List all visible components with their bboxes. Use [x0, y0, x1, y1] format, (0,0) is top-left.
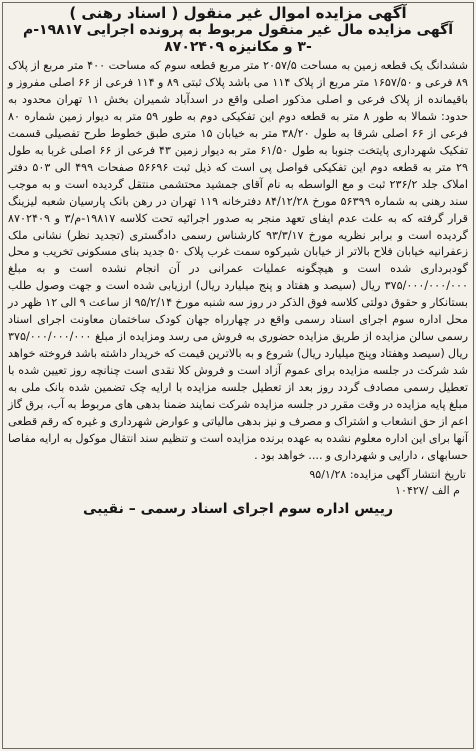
notice-case-number: -۳ و مکانیزه ۸۷۰۲۴۰۹	[164, 39, 312, 55]
notice-footer	[10, 467, 466, 518]
notice-body-paragraph: ششدانگ یک قطعه زمین به مساحت ۲۰۵۷/۵ متر مربع قطعه سوم که مساحت ۴۰۰ متر مربع از پلاک ۸۹ فرعی و ۱۶۵۷/۵۰ متر مربع از پلاک ۱۱۴ می باشد پلاک ثبتی ۸۹ و ۱۱۴ فرعی از ۶۶ اصلی مفروز و باقیمانده از پلاک فرعی و اصلی مذکور اصلی واقع در اسدآباد شمیران بخش ۱۱ تهران محدود به حدود: شمالا به طور ۸ متر به قطعه دوم این تفکیکی دوم به طور ۵۹ متر به دیوار زمین شماره ۸۰ فرعی از ۶۶ اصلی شرقا به طول ۳۸/۲۰ متر به خیابان ۱۵ متری طبق خطوط طرح تفصیلی قسمت تفکیک شهرداری پایتخت جنوبا به طول ۶۱/۵۰ متر به دیوار زمین ۴۳ فرعی از ۶۶ اصلی غربا به طول ۲۹ متر به قطعه دوم این تفکیکی فواصل پی است که ذیل ثبت ۵۶۶۹۶ صفحات ۴۹۹ الی ۵۰۳ دفتر املاک جلد ۲۳۶/۲ ثبت و مع الواسطه به نام آقای جمشید محتشمی منتقل گردیده است و به موجب سند رهنی به شماره ۵۶۳۹۹ مورخ ۸۴/۱۲/۲۸ دفترخانه ۱۱۹ تهران در رهن بانک پارسیان شعبه لیزینگ قرار گرفته که به علت عدم ایفای تعهد منجر به صدور اجرائیه تحت کلاسه ۱۹۸۱۷-م/۳ و ۸۷۰۲۴۰۹ گردیده است و برابر نظریه مورخ ۹۳/۳/۱۷ کارشناس رسمی دادگستری (تجدید نظر) نشانی ملک زعفرانیه خیابان فلاح بالاتر از خیابان شیرکوه سمت غرب پلاک ۵۰ جدید بنای مسکونی تخریب و محل گودبرداری شده است و هیچگونه عملیات عمرانی در آن انجام نشده است و به مبلغ ۳۷۵/۰۰۰/۰۰۰/۰۰۰ ریال (سیصد و هفتاد و پنج میلیارد ریال) ارزیابی شده است و جهت وصول طلب بستانکار و حقوق دولتی کلاسه فوق الذکر در روز سه شنبه مورخ ۹۵/۲/۱۴ از ساعت ۹ الی ۱۲ ظهر در محل اداره سوم اجرای اسناد رسمی واقع در چهارراه جهان کودک ساختمان معاونت اجرای اسناد رسمی سالن مزایده از طریق مزایده حضوری به فروش می رسد ومزایده از مبلغ ۳۷۵/۰۰۰/۰۰۰/۰۰۰ ریال (سیصد وهفتاد وپنج میلیارد ریال) شروع و به بالاترین قیمت که خریدار داشته باشد فروخته خواهد شد شرکت در جلسه مزایده برای عموم آزاد است و فروش کلا نقدی است چنانچه روز تعیین شده با تعطیل رسمی مصادف گردد روز بعد از تعطیل جلسه مزایده با ارایه چک تضمین شده بانک ملی به مبلغ پایه مزایده در وقت مقرر در جلسه مزایده شرکت نمایند ضمنا بدهی های مربوط به آب، برق گاز اعم از حق انشعاب و اشتراک و مصرف و نیز بدهی مالیاتی و عوارض شهرداری و غیره که رقم قطعی آنها برای این اداره معلوم نشده به عهده برنده مزایده است و تنظیم سند انتقال موکول به ارایه مفاصا حسابهای ، دارایی و شهرداری و .... خواهد بود .	[8, 59, 469, 462]
signature: رییس اداره سوم اجرای اسناد رسمی – نقیبی	[82, 500, 394, 517]
notice-code-row	[10, 483, 466, 499]
notice-code: ۱۰۴۲۷/ م الف	[395, 483, 460, 497]
notice-subtitle: آگهی مزایده مال غیر منقول مربوط به پرونده اجرایی ۱۹۸۱۷-م	[22, 22, 454, 38]
notice-body	[8, 58, 468, 465]
notice-title: آگهی مزایده اموال غیر منقول ( اسناد رهنی )	[69, 4, 407, 22]
notice-header	[6, 4, 470, 56]
publish-date: تاریخ انتشار آگهی مزایده: ۹۵/۱/۲۸	[309, 467, 466, 481]
